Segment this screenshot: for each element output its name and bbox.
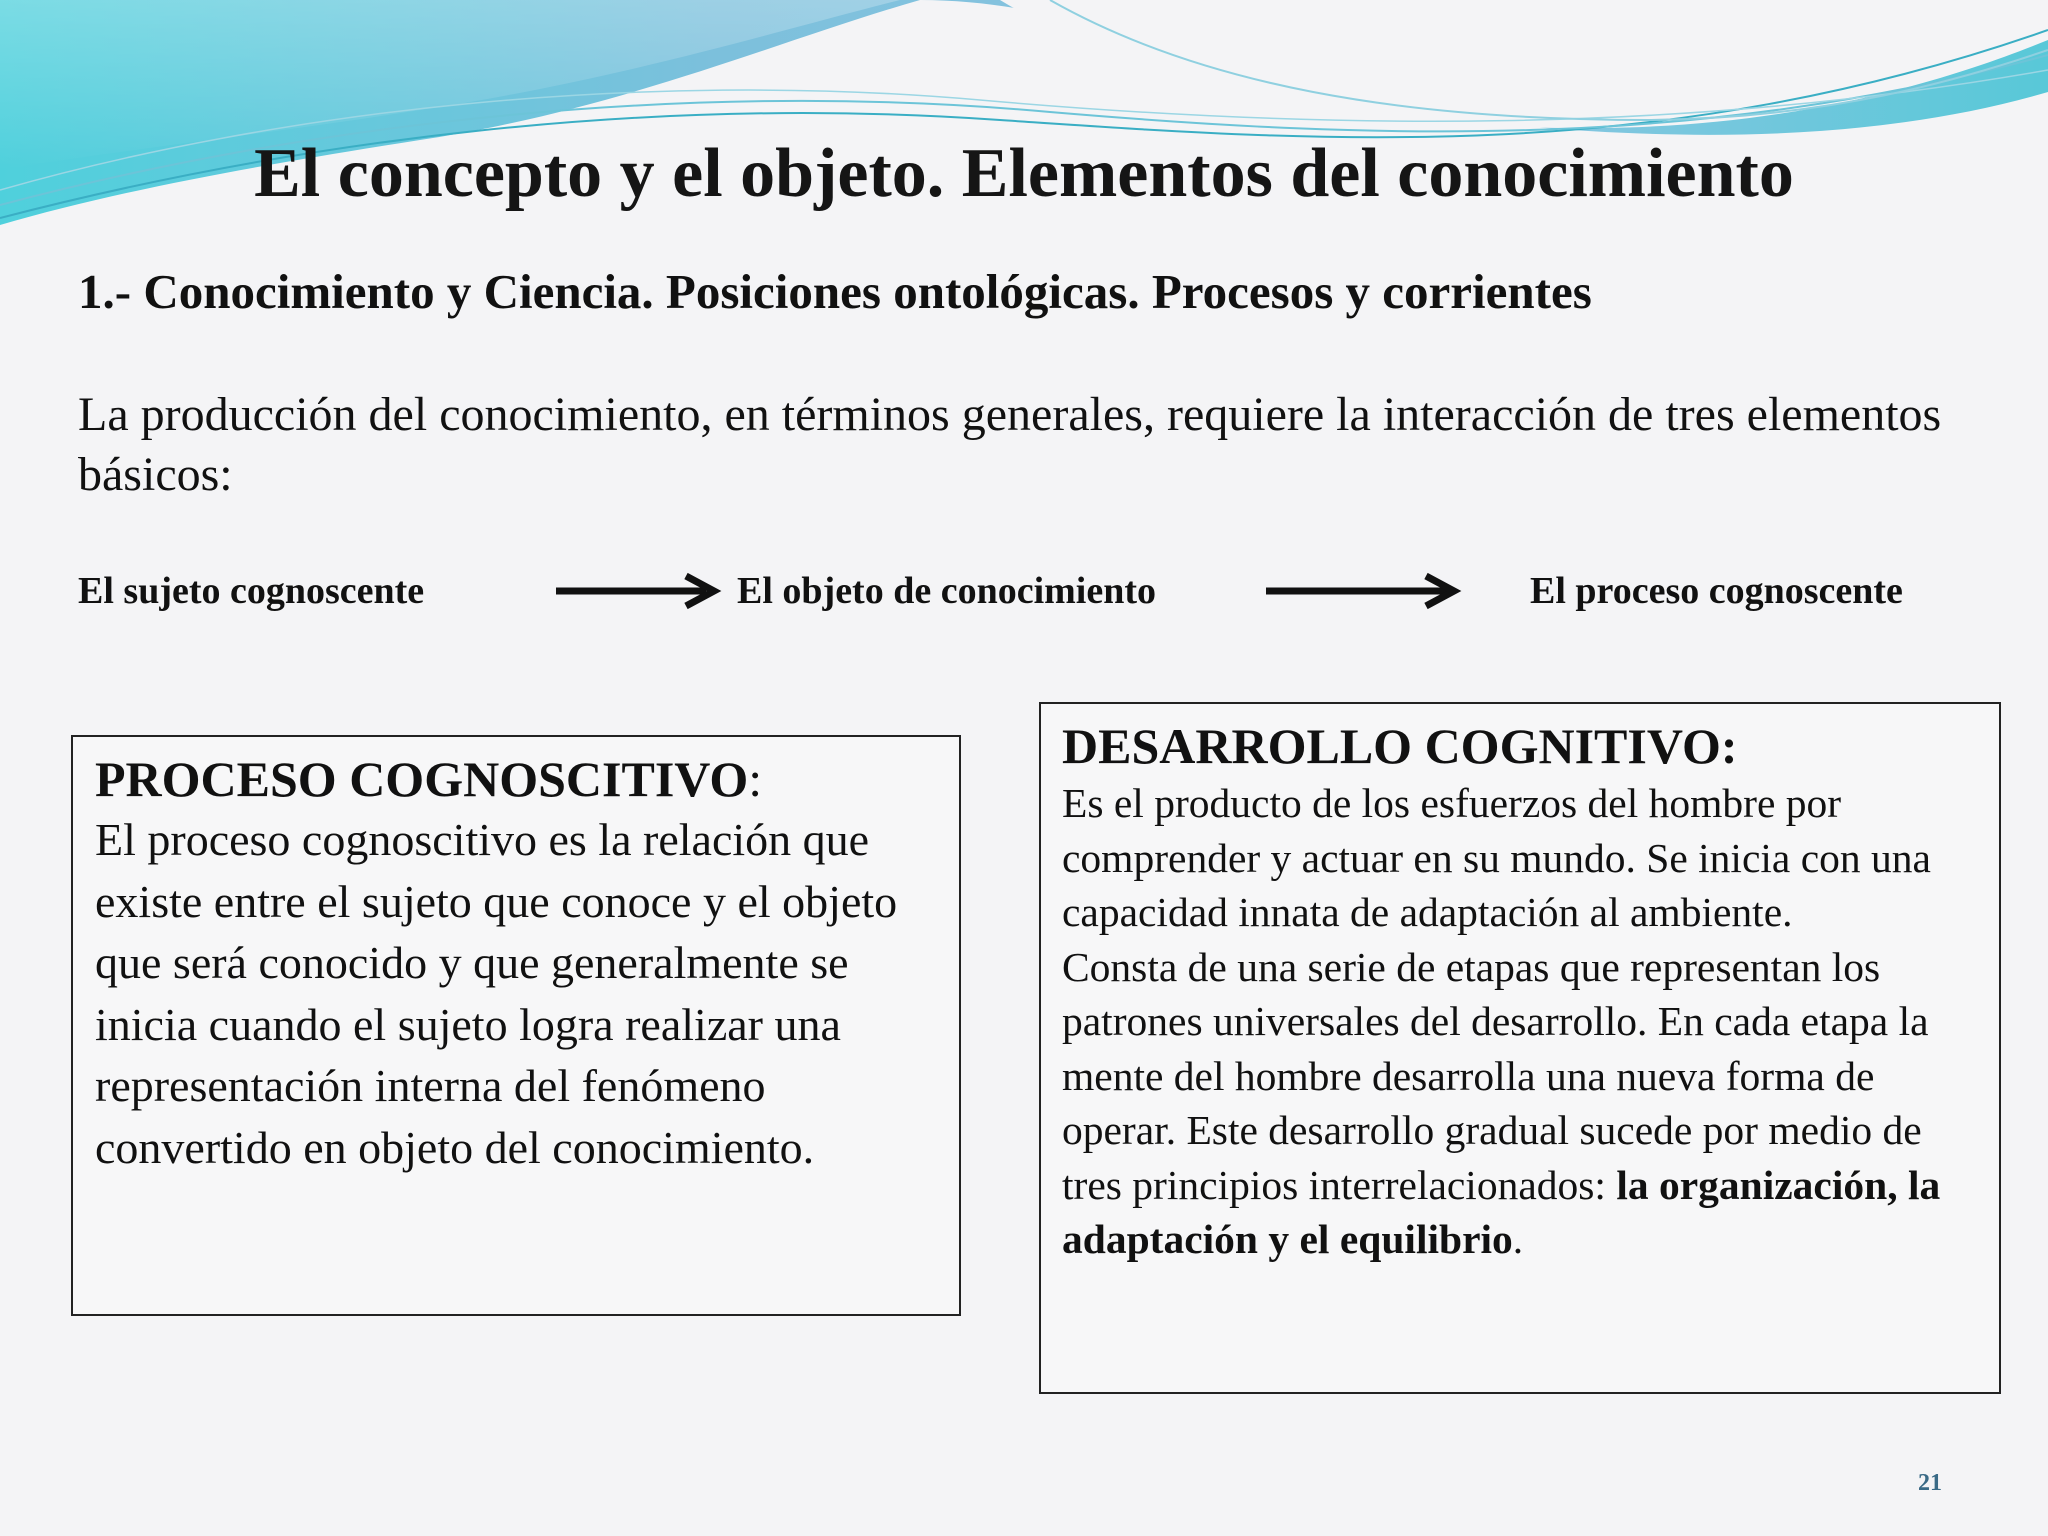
desarrollo-cognitivo-box (1039, 702, 2001, 1394)
right-arrow-icon (1266, 566, 1466, 612)
page-number: 21 (1918, 1470, 1942, 1496)
proceso-cognoscitivo-box (71, 735, 961, 1316)
right-arrow-icon (556, 566, 726, 612)
flow-item-sujeto: El sujeto cognoscente (78, 570, 425, 612)
paragraph: Es el producto de los esfuerzos del hombre por comprender y actuar en su mundo. Se inicia con una capacidad innata de adaptación al ambiente. (1062, 780, 1931, 935)
section-subtitle: 1.- Conocimiento y Ciencia. Posiciones ontológicas. Procesos y corrientes (78, 264, 1592, 319)
box-heading: PROCESO COGNOSCITIVO: (95, 751, 763, 807)
box-heading: DESARROLLO COGNITIVO: (1062, 718, 1738, 774)
box-body (1062, 776, 1981, 1267)
emphasis-text: la organización, la adaptación y el equilibrio (1062, 1161, 1941, 1262)
intro-paragraph: La producción del conocimiento, en términos generales, requiere la interacción de tres elementos básicos: (78, 388, 1942, 501)
box-body: El proceso cognoscitivo es la relación que existe entre el sujeto que conoce y el objeto que será conocido y que generalmente se inicia cuando el sujeto logra realizar una representación interna del fenómeno convertido en objeto del conocimiento. (95, 814, 898, 1173)
flow-item-objeto: El objeto de conocimiento (737, 570, 1157, 612)
flow-item-proceso: El proceso cognoscente (1530, 570, 1903, 612)
paragraph: Consta de una serie de etapas que representan los patrones universales del desarrollo. En cada etapa la mente del hombre desarrolla una nueva forma de operar. Este desarrollo gradual sucede por medio de tres principios interrelacionados: la organización, la adaptación y el equilibrio. (1062, 943, 1941, 1262)
slide-title: El concepto y el objeto. Elementos del conocimiento (254, 135, 1794, 212)
